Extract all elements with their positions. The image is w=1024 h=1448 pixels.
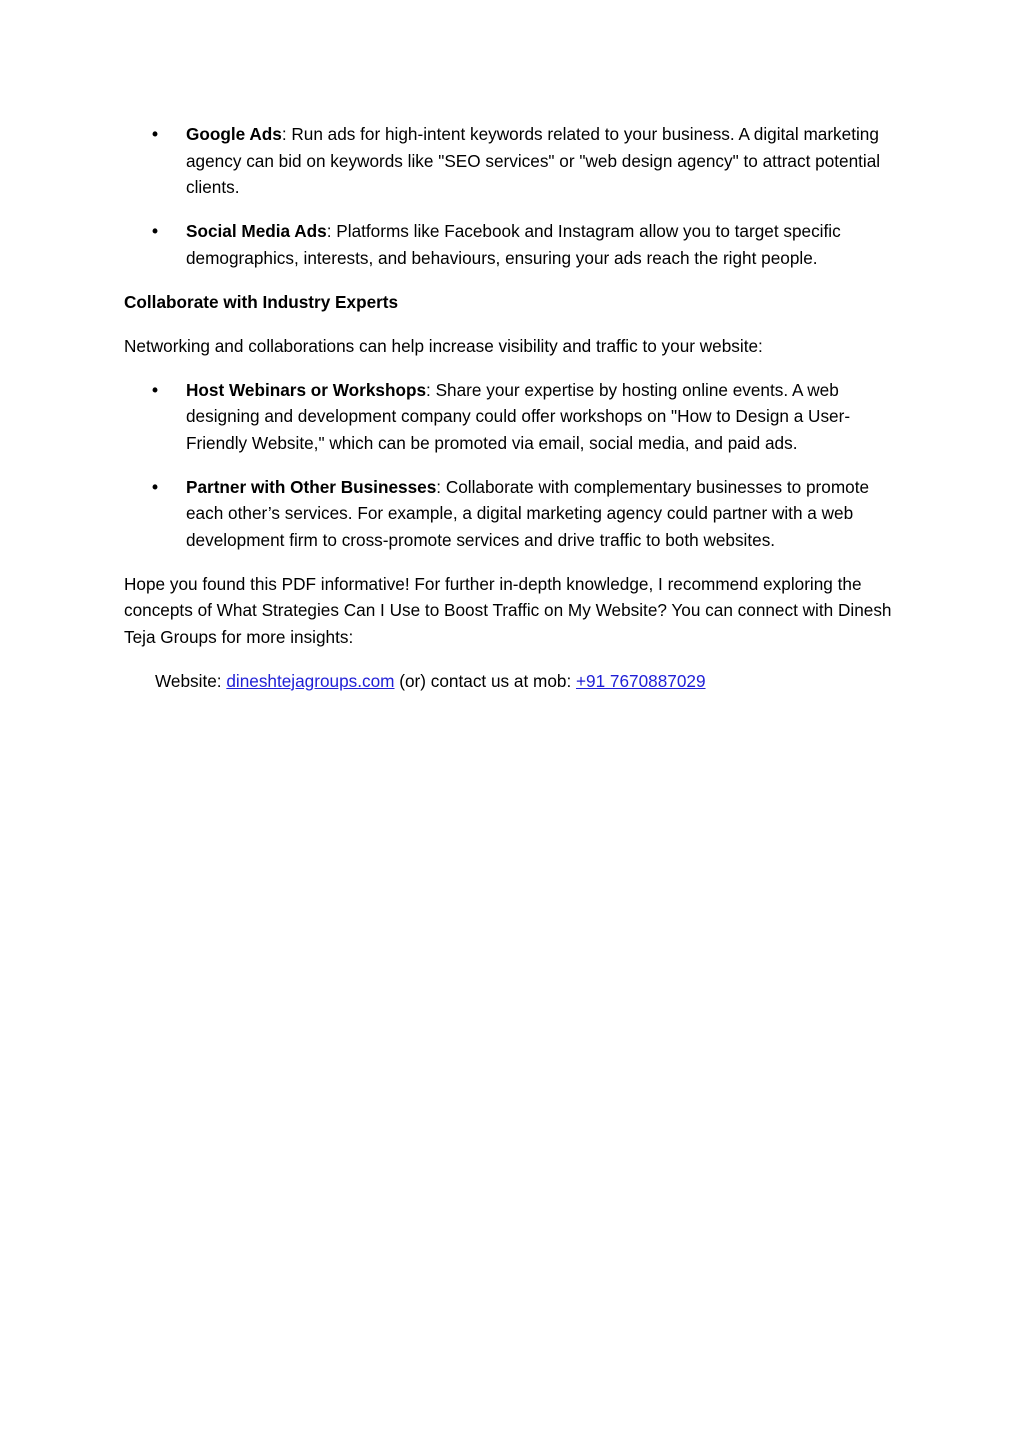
item-text: : Collaborate with complementary businesses to promote each other’s services. For example, a digital marketing agency could partner with a web development firm to cross-promote services and drive traffic to both websites. [186, 476, 870, 550]
bullet-icon: • [152, 124, 159, 144]
item-term: Google Ads [186, 124, 282, 144]
bullet-icon: • [152, 476, 159, 497]
list-item-webinars [124, 377, 894, 457]
bullet-icon: • [152, 221, 159, 241]
document-page [124, 121, 894, 694]
item-text: : Run ads for high-intent keywords related to your business. A digital marketing agency can bid on keywords like "SEO services" or "web design agency" to attract potential clients. [186, 124, 881, 197]
item-term: Host Webinars or Workshops [186, 379, 427, 400]
contact-middle-text: (or) contact us at mob: [394, 670, 576, 691]
list-item-google-ads [124, 121, 894, 201]
item-term: Social Media Ads [186, 221, 327, 241]
list-item-partner [124, 474, 894, 554]
contact-line [124, 668, 894, 695]
bullet-list-collaborate [124, 377, 894, 554]
website-label: Website: [155, 670, 227, 691]
section-heading: Collaborate with Industry Experts [124, 291, 399, 312]
section-intro: Networking and collaborations can help increase visibility and traffic to your website: [124, 335, 763, 356]
item-text: : Platforms like Facebook and Instagram allow you to target specific demographics, interests, and behaviours, ensuring your ads reach the right people. [186, 221, 841, 268]
bullet-list-ads [124, 121, 894, 271]
item-term: Partner with Other Businesses [186, 476, 437, 497]
phone-link[interactable]: +91 7670887029 [576, 670, 706, 691]
website-link[interactable]: dineshtejagroups.com [226, 670, 395, 691]
bullet-icon: • [152, 379, 159, 400]
list-item-social-media-ads [124, 218, 894, 271]
item-text: : Share your expertise by hosting online events. A web designing and development company could offer workshops on "How to Design a User-Friendly Website," which can be promoted via email, social media, and paid ads. [186, 379, 851, 453]
closing-paragraph: Hope you found this PDF informative! For further in-depth knowledge, I recommend exploring the concepts of What Strategies Can I Use to Boost Traffic on My Website? You can connect with Dinesh Teja Groups for more insights: [124, 573, 892, 647]
